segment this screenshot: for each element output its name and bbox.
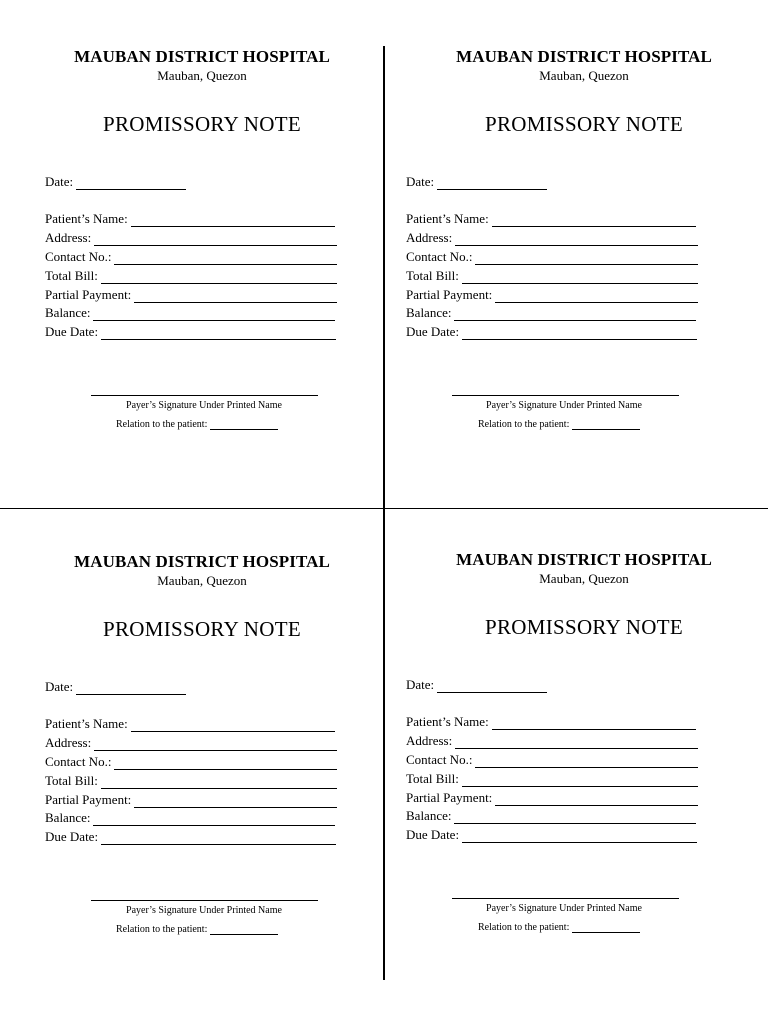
balance-blank[interactable] xyxy=(454,811,696,824)
patient-name-field xyxy=(45,716,335,732)
signature-line[interactable] xyxy=(91,900,318,901)
due-date-blank[interactable] xyxy=(101,327,336,340)
patient-name-label: Patient’s Name: xyxy=(45,211,128,226)
note-title: PROMISSORY NOTE xyxy=(102,617,301,641)
total-bill-label: Total Bill: xyxy=(406,268,459,283)
partial-payment-blank[interactable] xyxy=(495,793,698,806)
contact-no-blank[interactable] xyxy=(475,252,698,265)
address-blank[interactable] xyxy=(455,736,698,749)
hospital-location: Mauban, Quezon xyxy=(157,573,247,588)
partial-payment-blank[interactable] xyxy=(134,795,337,808)
contact-no-field xyxy=(406,752,698,768)
balance-blank[interactable] xyxy=(93,308,335,321)
total-bill-label: Total Bill: xyxy=(406,771,459,786)
balance-field xyxy=(406,305,696,321)
due-date-field xyxy=(45,829,336,845)
signature-caption: Payer’s Signature Under Printed Name xyxy=(126,400,282,411)
patient-name-blank[interactable] xyxy=(492,214,696,227)
hospital-location: Mauban, Quezon xyxy=(539,571,629,586)
due-date-label: Due Date: xyxy=(406,324,460,339)
note-title: PROMISSORY NOTE xyxy=(484,615,683,639)
promissory-note-bottom-right xyxy=(384,503,768,1007)
partial-payment-label: Partial Payment: xyxy=(45,287,132,302)
note-title: PROMISSORY NOTE xyxy=(484,112,683,136)
contact-no-field xyxy=(406,249,698,265)
relation-blank[interactable] xyxy=(210,419,278,430)
due-date-field xyxy=(45,324,336,340)
hospital-name: MAUBAN DISTRICT HOSPITAL xyxy=(456,47,712,66)
hospital-location: Mauban, Quezon xyxy=(157,68,247,83)
date-field xyxy=(406,174,547,190)
date-blank[interactable] xyxy=(76,682,186,695)
hospital-name: MAUBAN DISTRICT HOSPITAL xyxy=(456,550,712,569)
address-blank[interactable] xyxy=(94,233,337,246)
relation-label: Relation to the patient: xyxy=(116,924,208,935)
total-bill-blank[interactable] xyxy=(462,271,698,284)
balance-label: Balance: xyxy=(45,810,91,825)
note-title: PROMISSORY NOTE xyxy=(102,112,301,136)
total-bill-label: Total Bill: xyxy=(45,773,98,788)
due-date-label: Due Date: xyxy=(45,324,99,339)
date-label: Date: xyxy=(45,679,74,694)
relation-field xyxy=(478,419,640,430)
due-date-label: Due Date: xyxy=(45,829,99,844)
total-bill-blank[interactable] xyxy=(462,774,698,787)
due-date-field xyxy=(406,324,697,340)
address-label: Address: xyxy=(406,733,453,748)
relation-label: Relation to the patient: xyxy=(116,419,208,430)
total-bill-field xyxy=(45,268,337,284)
relation-field xyxy=(116,419,278,430)
relation-blank[interactable] xyxy=(572,922,640,933)
partial-payment-blank[interactable] xyxy=(495,290,698,303)
total-bill-label: Total Bill: xyxy=(45,268,98,283)
total-bill-field xyxy=(45,773,337,789)
hospital-location: Mauban, Quezon xyxy=(539,68,629,83)
patient-name-field xyxy=(406,714,696,730)
address-field xyxy=(45,230,337,246)
patient-name-field xyxy=(406,211,696,227)
signature-caption: Payer’s Signature Under Printed Name xyxy=(486,903,642,914)
patient-name-blank[interactable] xyxy=(492,717,696,730)
date-label: Date: xyxy=(406,174,435,189)
signature-caption: Payer’s Signature Under Printed Name xyxy=(126,905,282,916)
balance-label: Balance: xyxy=(406,808,452,823)
contact-no-field xyxy=(45,249,337,265)
due-date-blank[interactable] xyxy=(462,830,697,843)
signature-line[interactable] xyxy=(452,898,679,899)
date-label: Date: xyxy=(406,677,435,692)
address-field xyxy=(406,230,698,246)
partial-payment-label: Partial Payment: xyxy=(406,287,493,302)
total-bill-blank[interactable] xyxy=(101,776,337,789)
address-blank[interactable] xyxy=(94,738,337,751)
partial-payment-label: Partial Payment: xyxy=(45,792,132,807)
date-blank[interactable] xyxy=(76,177,186,190)
promissory-note-bottom-left xyxy=(0,505,384,1009)
address-blank[interactable] xyxy=(455,233,698,246)
due-date-blank[interactable] xyxy=(101,832,336,845)
total-bill-field xyxy=(406,268,698,284)
patient-name-blank[interactable] xyxy=(131,719,335,732)
patient-name-label: Patient’s Name: xyxy=(45,716,128,731)
patient-name-blank[interactable] xyxy=(131,214,335,227)
contact-no-blank[interactable] xyxy=(475,755,698,768)
signature-line[interactable] xyxy=(91,395,318,396)
address-label: Address: xyxy=(406,230,453,245)
contact-no-label: Contact No.: xyxy=(45,249,112,264)
balance-field xyxy=(45,810,335,826)
contact-no-label: Contact No.: xyxy=(406,249,473,264)
relation-field xyxy=(478,922,640,933)
hospital-name: MAUBAN DISTRICT HOSPITAL xyxy=(74,47,330,66)
partial-payment-field xyxy=(406,790,698,806)
relation-label: Relation to the patient: xyxy=(478,419,570,430)
balance-blank[interactable] xyxy=(454,308,696,321)
contact-no-label: Contact No.: xyxy=(45,754,112,769)
address-field xyxy=(406,733,698,749)
balance-blank[interactable] xyxy=(93,813,335,826)
total-bill-field xyxy=(406,771,698,787)
contact-no-blank[interactable] xyxy=(114,252,337,265)
partial-payment-blank[interactable] xyxy=(134,290,337,303)
total-bill-blank[interactable] xyxy=(101,271,337,284)
partial-payment-field xyxy=(45,792,337,808)
due-date-field xyxy=(406,827,697,843)
due-date-blank[interactable] xyxy=(462,327,697,340)
address-field xyxy=(45,735,337,751)
address-label: Address: xyxy=(45,230,92,245)
balance-field xyxy=(45,305,335,321)
partial-payment-field xyxy=(45,287,337,303)
hospital-name: MAUBAN DISTRICT HOSPITAL xyxy=(74,552,330,571)
patient-name-label: Patient’s Name: xyxy=(406,714,489,729)
relation-field xyxy=(116,924,278,935)
promissory-note-top-right xyxy=(384,0,768,504)
relation-blank[interactable] xyxy=(572,419,640,430)
patient-name-label: Patient’s Name: xyxy=(406,211,489,226)
date-field xyxy=(45,679,186,695)
date-blank[interactable] xyxy=(437,680,547,693)
address-label: Address: xyxy=(45,735,92,750)
signature-caption: Payer’s Signature Under Printed Name xyxy=(486,400,642,411)
signature-line[interactable] xyxy=(452,395,679,396)
contact-no-field xyxy=(45,754,337,770)
partial-payment-field xyxy=(406,287,698,303)
date-label: Date: xyxy=(45,174,74,189)
balance-label: Balance: xyxy=(406,305,452,320)
date-field xyxy=(45,174,186,190)
partial-payment-label: Partial Payment: xyxy=(406,790,493,805)
patient-name-field xyxy=(45,211,335,227)
contact-no-label: Contact No.: xyxy=(406,752,473,767)
due-date-label: Due Date: xyxy=(406,827,460,842)
contact-no-blank[interactable] xyxy=(114,757,337,770)
relation-blank[interactable] xyxy=(210,924,278,935)
date-field xyxy=(406,677,547,693)
relation-label: Relation to the patient: xyxy=(478,922,570,933)
promissory-note-top-left xyxy=(0,0,384,504)
balance-label: Balance: xyxy=(45,305,91,320)
date-blank[interactable] xyxy=(437,177,547,190)
balance-field xyxy=(406,808,696,824)
